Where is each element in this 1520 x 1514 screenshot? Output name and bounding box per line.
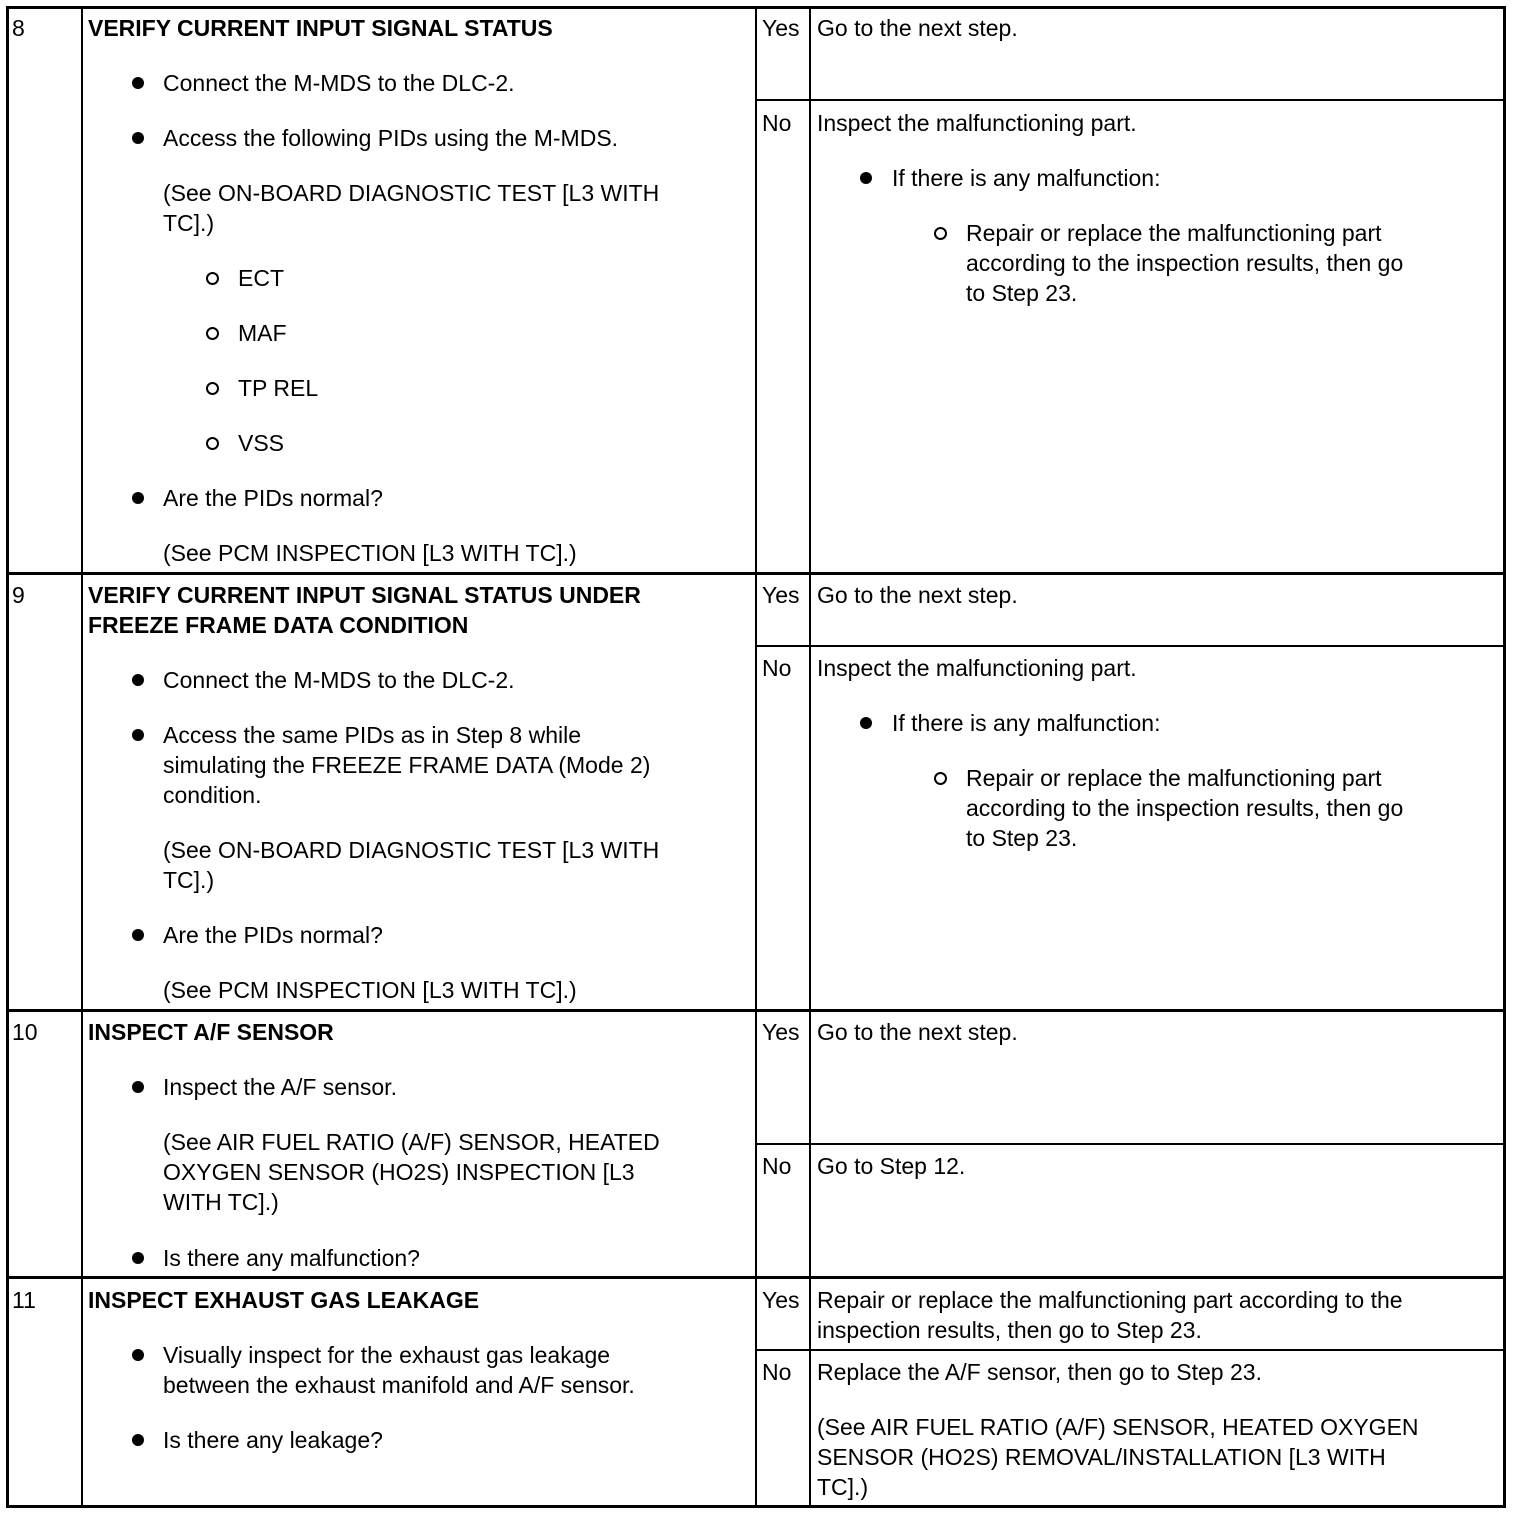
sub-bullet-text: to Step 23. xyxy=(966,825,1078,851)
sub-bullet-icon xyxy=(206,437,219,450)
sub-bullet-icon xyxy=(206,382,219,395)
yes-label: Yes xyxy=(762,15,800,41)
sub-bullet-icon xyxy=(934,772,947,785)
bullet-text: simulating the FREEZE FRAME DATA (Mode 2) xyxy=(163,752,651,778)
no-action: Go to Step 12. xyxy=(817,1153,966,1179)
bullet-icon xyxy=(132,1081,144,1093)
yes-no-divider xyxy=(755,1143,1506,1145)
sub-bullet-icon xyxy=(206,327,219,340)
bullet-text: Connect the M-MDS to the DLC-2. xyxy=(163,70,515,96)
yes-label: Yes xyxy=(762,1287,800,1313)
yes-label: Yes xyxy=(762,1019,800,1045)
no-action: Inspect the malfunctioning part. xyxy=(817,110,1137,136)
bullet-text: Access the following PIDs using the M-MDS. xyxy=(163,125,619,151)
bullet-icon xyxy=(132,1252,144,1264)
bullet-icon xyxy=(860,717,872,729)
step-title: VERIFY CURRENT INPUT SIGNAL STATUS UNDER xyxy=(88,582,641,608)
sub-bullet-text: according to the inspection results, then go xyxy=(966,795,1404,821)
bullet-icon xyxy=(132,132,144,144)
pid-item: TP REL xyxy=(238,375,319,401)
no-label: No xyxy=(762,110,792,136)
reference-text: (See AIR FUEL RATIO (A/F) SENSOR, HEATED xyxy=(163,1129,660,1155)
bullet-text: If there is any malfunction: xyxy=(892,165,1161,191)
step-number: 8 xyxy=(12,15,25,41)
row-divider xyxy=(6,1009,1506,1012)
bullet-icon xyxy=(132,1434,144,1446)
reference-text: (See PCM INSPECTION [L3 WITH TC].) xyxy=(163,540,577,566)
yes-no-divider xyxy=(755,645,1506,647)
bullet-icon xyxy=(132,674,144,686)
bullet-text: condition. xyxy=(163,782,262,808)
bullet-text: Is there any malfunction? xyxy=(163,1245,420,1271)
yes-action: Go to the next step. xyxy=(817,1019,1018,1045)
no-label: No xyxy=(762,655,792,681)
col-divider-action xyxy=(755,6,757,1508)
reference-text: (See ON-BOARD DIAGNOSTIC TEST [L3 WITH xyxy=(163,837,660,863)
no-action: Replace the A/F sensor, then go to Step 23. xyxy=(817,1359,1262,1385)
reference-text: WITH TC].) xyxy=(163,1189,279,1215)
reference-text: (See PCM INSPECTION [L3 WITH TC].) xyxy=(163,977,577,1003)
yes-action: Go to the next step. xyxy=(817,15,1018,41)
bullet-icon xyxy=(132,492,144,504)
no-action: Inspect the malfunctioning part. xyxy=(817,655,1137,681)
sub-bullet-text: to Step 23. xyxy=(966,280,1078,306)
bullet-text: Connect the M-MDS to the DLC-2. xyxy=(163,667,515,693)
step-title: INSPECT A/F SENSOR xyxy=(88,1019,334,1045)
sub-bullet-icon xyxy=(934,227,947,240)
sub-bullet-text: according to the inspection results, then go xyxy=(966,250,1404,276)
step-number: 10 xyxy=(12,1019,38,1045)
no-label: No xyxy=(762,1359,792,1385)
bullet-text: Visually inspect for the exhaust gas leakage xyxy=(163,1342,611,1368)
col-divider-step xyxy=(81,6,83,1508)
reference-text: SENSOR (HO2S) REMOVAL/INSTALLATION [L3 WITH xyxy=(817,1444,1386,1470)
bullet-icon xyxy=(132,929,144,941)
pid-item: ECT xyxy=(238,265,284,291)
row-divider xyxy=(6,1276,1506,1279)
bullet-text: If there is any malfunction: xyxy=(892,710,1161,736)
sub-bullet-text: Repair or replace the malfunctioning part xyxy=(966,220,1382,246)
step-title: VERIFY CURRENT INPUT SIGNAL STATUS xyxy=(88,15,553,41)
col-divider-result xyxy=(809,6,811,1508)
bullet-text: Are the PIDs normal? xyxy=(163,922,383,948)
pid-item: MAF xyxy=(238,320,287,346)
yes-action: inspection results, then go to Step 23. xyxy=(817,1317,1202,1343)
pid-item: VSS xyxy=(238,430,285,456)
yes-no-divider xyxy=(755,99,1506,101)
bullet-icon xyxy=(132,729,144,741)
yes-label: Yes xyxy=(762,582,800,608)
reference-text: OXYGEN SENSOR (HO2S) INSPECTION [L3 xyxy=(163,1159,635,1185)
bullet-icon xyxy=(132,77,144,89)
bullet-text: Access the same PIDs as in Step 8 while xyxy=(163,722,582,748)
bullet-icon xyxy=(132,1349,144,1361)
reference-text: TC].) xyxy=(817,1474,869,1500)
reference-text: (See AIR FUEL RATIO (A/F) SENSOR, HEATED OXYGEN xyxy=(817,1414,1419,1440)
step-number: 9 xyxy=(12,582,25,608)
bullet-text: between the exhaust manifold and A/F sensor. xyxy=(163,1372,635,1398)
sub-bullet-icon xyxy=(206,272,219,285)
bullet-text: Are the PIDs normal? xyxy=(163,485,383,511)
step-number: 11 xyxy=(12,1287,36,1313)
step-title: FREEZE FRAME DATA CONDITION xyxy=(88,612,469,638)
bullet-icon xyxy=(860,172,872,184)
yes-action: Repair or replace the malfunctioning part according to the xyxy=(817,1287,1403,1313)
sub-bullet-text: Repair or replace the malfunctioning part xyxy=(966,765,1382,791)
reference-text: TC].) xyxy=(163,867,215,893)
bullet-text: Is there any leakage? xyxy=(163,1427,383,1453)
yes-no-divider xyxy=(755,1349,1506,1351)
yes-action: Go to the next step. xyxy=(817,582,1018,608)
step-title: INSPECT EXHAUST GAS LEAKAGE xyxy=(88,1287,480,1313)
reference-text: (See ON-BOARD DIAGNOSTIC TEST [L3 WITH xyxy=(163,180,660,206)
no-label: No xyxy=(762,1153,792,1179)
reference-text: TC].) xyxy=(163,210,215,236)
bullet-text: Inspect the A/F sensor. xyxy=(163,1074,397,1100)
row-divider xyxy=(6,572,1506,575)
